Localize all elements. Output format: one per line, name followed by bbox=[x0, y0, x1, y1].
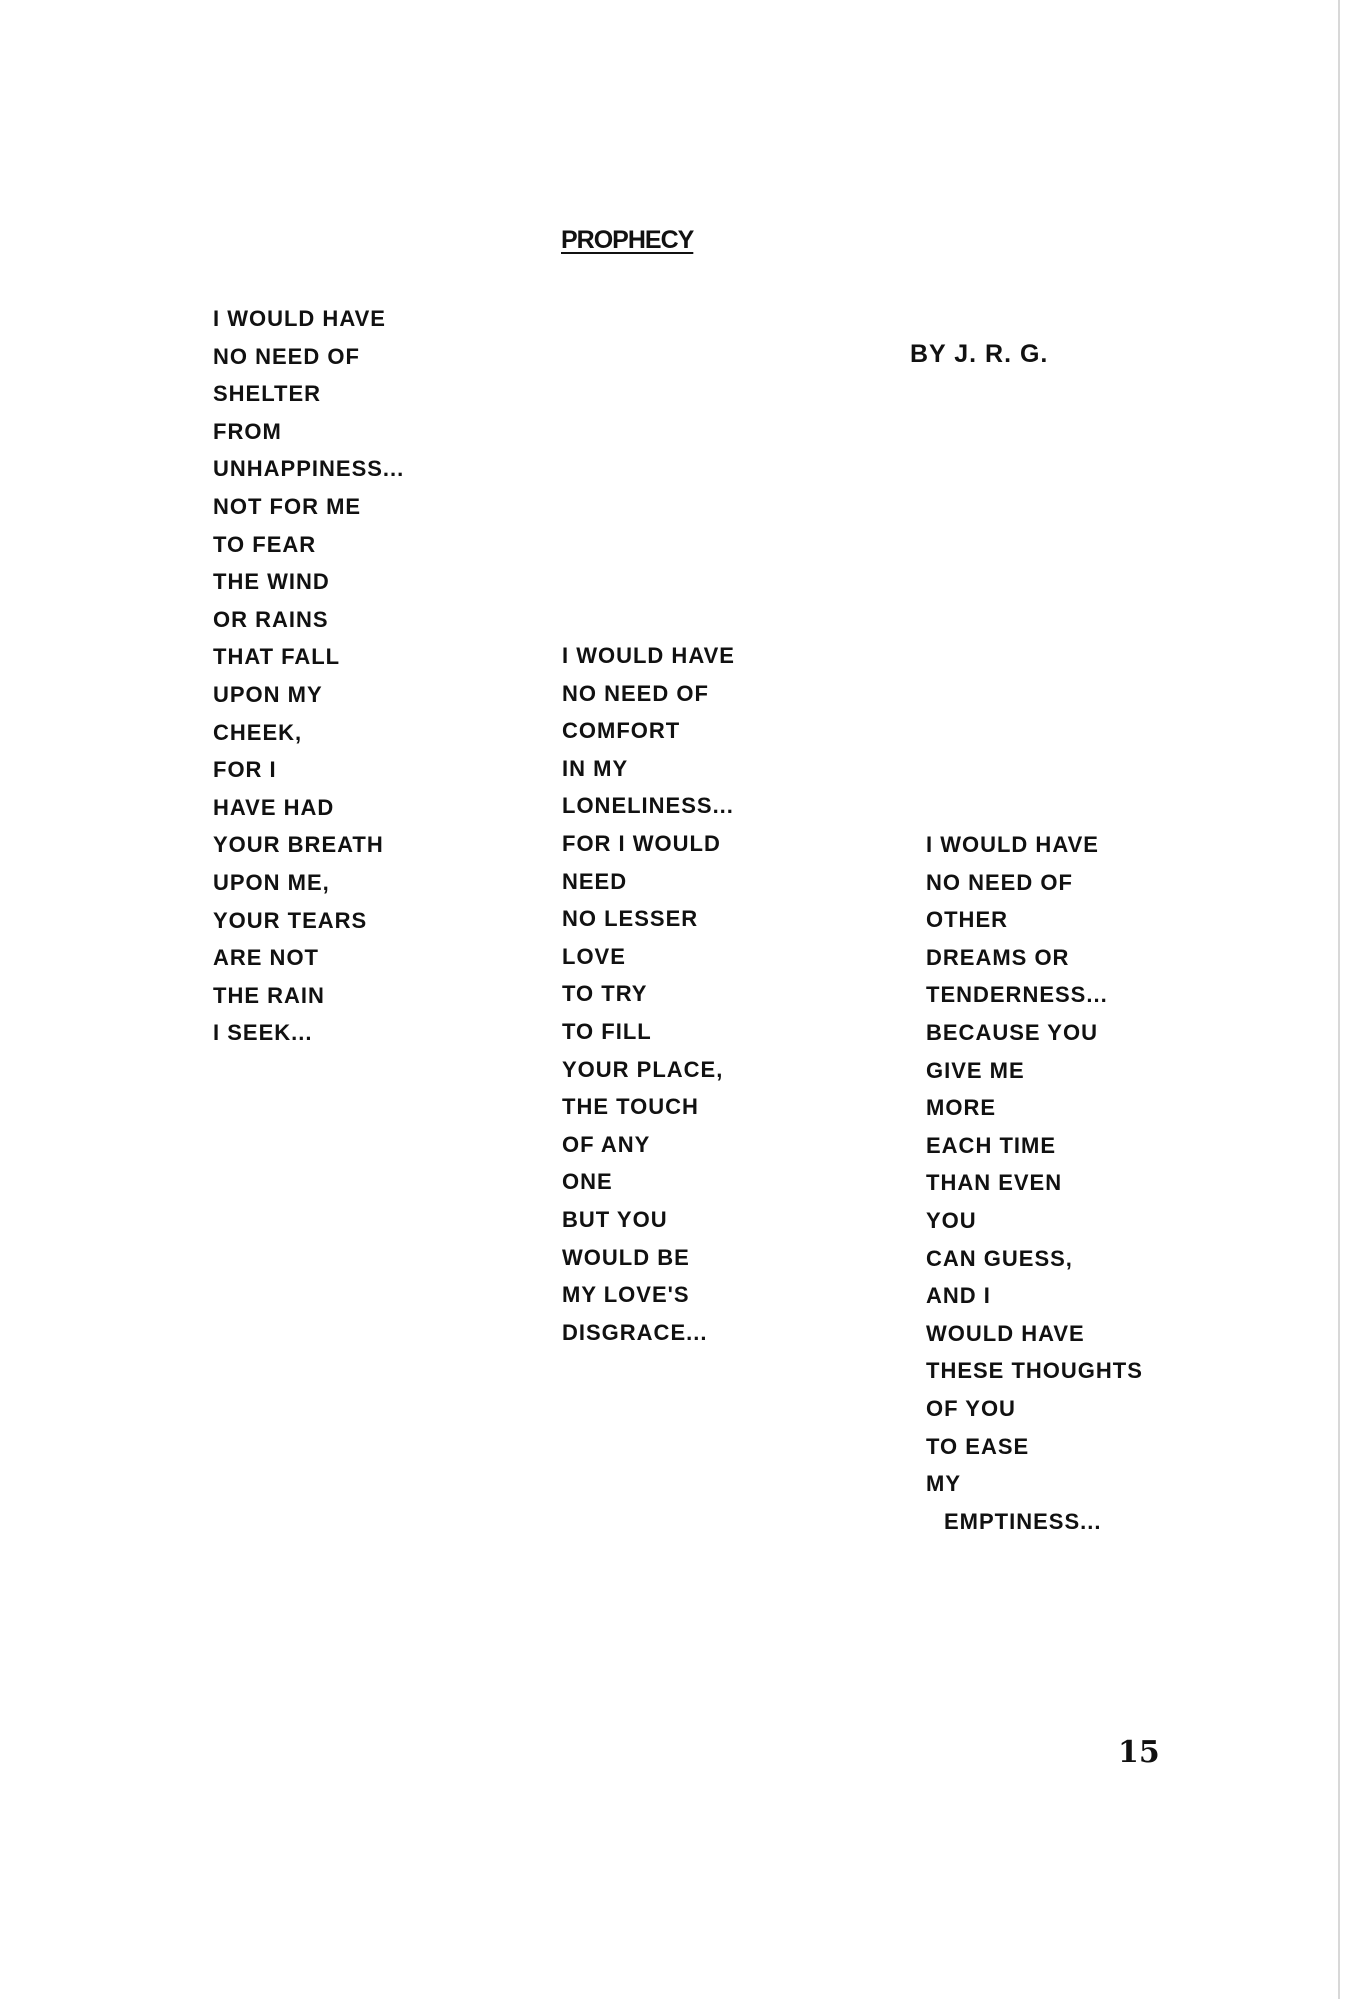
poem-line: THAT FALL bbox=[213, 644, 341, 670]
stanza-2 bbox=[562, 637, 735, 1351]
poem-line: LOVE bbox=[562, 943, 626, 969]
poem-line: COMFORT bbox=[562, 718, 681, 744]
poem-byline: BY J. R. G. bbox=[910, 340, 1049, 368]
poem-line: MY LOVE'S bbox=[562, 1282, 690, 1308]
poem-line: UPON MY bbox=[213, 681, 323, 707]
poem-line: YOUR PLACE, bbox=[562, 1056, 724, 1082]
poem-line: OF ANY bbox=[562, 1131, 651, 1157]
poem-line: I SEEK... bbox=[213, 1020, 313, 1046]
stanza-1 bbox=[213, 300, 404, 1052]
page-edge-divider bbox=[1338, 0, 1340, 1999]
poem-line: YOUR TEARS bbox=[213, 907, 368, 933]
poem-line: CAN GUESS, bbox=[926, 1245, 1073, 1271]
poem-line: YOU bbox=[926, 1207, 977, 1233]
poem-line: EMPTINESS... bbox=[944, 1508, 1102, 1534]
poem-line: DREAMS OR bbox=[926, 944, 1070, 970]
poem-line: THESE THOUGHTS bbox=[926, 1358, 1143, 1384]
poem-line: OR RAINS bbox=[213, 606, 329, 632]
poem-line: I WOULD HAVE bbox=[213, 306, 386, 331]
poem-title: PROPHECY bbox=[561, 226, 694, 254]
poem-line: OF YOU bbox=[926, 1395, 1016, 1421]
page-number: 15 bbox=[1118, 1735, 1160, 1770]
poem-line: WOULD BE bbox=[562, 1244, 690, 1270]
poem-line: I WOULD HAVE bbox=[926, 832, 1099, 857]
poem-line: TO EASE bbox=[926, 1433, 1030, 1459]
poem-line: NOT FOR ME bbox=[213, 493, 362, 519]
poem-line: DISGRACE... bbox=[562, 1319, 708, 1345]
poem-line: THE TOUCH bbox=[562, 1094, 699, 1120]
poem-line: FROM bbox=[213, 418, 282, 444]
poem-line: MY bbox=[926, 1471, 961, 1497]
poem-line: NO NEED OF bbox=[213, 343, 360, 369]
poem-line: GIVE ME bbox=[926, 1057, 1025, 1083]
poem-line: ARE NOT bbox=[213, 945, 319, 971]
poem-line: LONELINESS... bbox=[562, 793, 734, 819]
poem-line: NO NEED OF bbox=[562, 680, 709, 706]
poem-line: NO LESSER bbox=[562, 906, 699, 932]
stanza-3 bbox=[926, 826, 1143, 1540]
poem-line: TO FILL bbox=[562, 1018, 652, 1044]
poem-line: HAVE HAD bbox=[213, 794, 335, 820]
poem-line: TO TRY bbox=[562, 981, 648, 1007]
poem-line: TENDERNESS... bbox=[926, 982, 1108, 1008]
poem-line: IN MY bbox=[562, 755, 629, 781]
poem-line: BECAUSE YOU bbox=[926, 1019, 1098, 1045]
poem-line: BUT YOU bbox=[562, 1206, 668, 1232]
poem-line: I WOULD HAVE bbox=[562, 643, 735, 668]
poem-line: UNHAPPINESS... bbox=[213, 456, 405, 482]
poem-line: ONE bbox=[562, 1169, 613, 1195]
poem-line: NEED bbox=[562, 868, 628, 894]
poem-line: WOULD HAVE bbox=[926, 1320, 1085, 1346]
poem-line: YOUR BREATH bbox=[213, 832, 384, 858]
poem-line: THE WIND bbox=[213, 569, 330, 595]
poem-line: UPON ME, bbox=[213, 869, 330, 895]
poem-line: FOR I bbox=[213, 757, 277, 783]
poem-line: THE RAIN bbox=[213, 982, 325, 1008]
poem-line: AND I bbox=[926, 1283, 991, 1309]
poem-line: MORE bbox=[926, 1095, 996, 1121]
poem-line: NO NEED OF bbox=[926, 869, 1073, 895]
poem-line: THAN EVEN bbox=[926, 1170, 1063, 1196]
poem-line: TO FEAR bbox=[213, 531, 317, 557]
poem-line: CHEEK, bbox=[213, 719, 303, 745]
poem-line: SHELTER bbox=[213, 381, 322, 407]
poem-line: FOR I WOULD bbox=[562, 830, 721, 856]
poem-line: OTHER bbox=[926, 907, 1008, 933]
poem-line: EACH TIME bbox=[926, 1132, 1056, 1158]
